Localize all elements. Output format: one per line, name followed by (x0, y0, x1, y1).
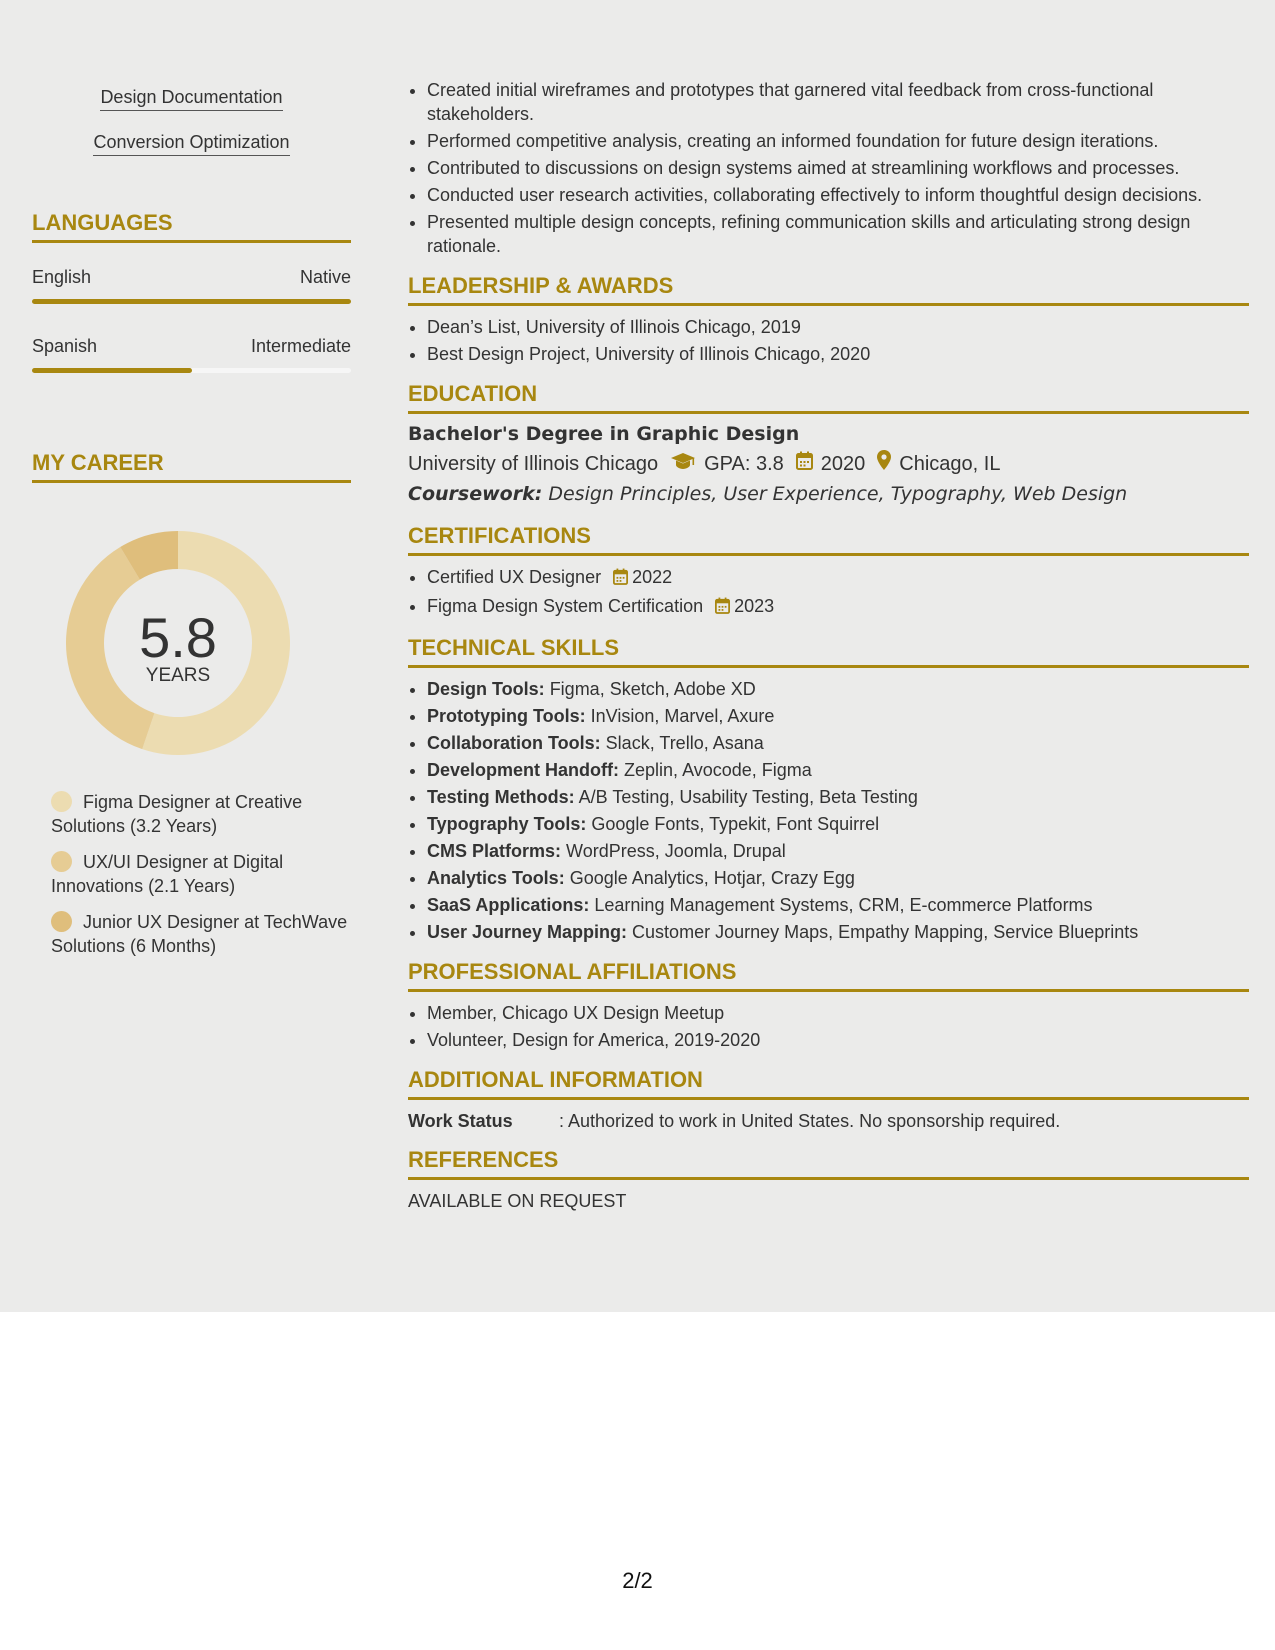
additional-info-heading: ADDITIONAL INFORMATION (408, 1067, 1249, 1100)
legend-dot (51, 791, 72, 812)
career-heading: MY CAREER (32, 450, 351, 483)
technical-skills-list (408, 677, 1249, 944)
calendar-icon (796, 449, 813, 479)
list-item: • Presented multiple design concepts, refining communication skills and articulating strong design rationale. (427, 210, 1249, 258)
list-item: • Testing Methods: A/B Testing, Usability Testing, Beta Testing (427, 785, 1249, 809)
experience-bullets (408, 78, 1249, 258)
list-item: • Created initial wireframes and prototypes that garnered vital feedback from cross-functional stakeholders. (427, 78, 1249, 126)
language-item (32, 336, 351, 373)
degree-title: Bachelor's Degree in Graphic Design (408, 423, 800, 445)
work-status-label: Work Status (408, 1111, 513, 1131)
page-number: 2/2 (622, 1568, 653, 1593)
list-item: • Figma Design System Certification 2023 (427, 594, 1249, 620)
proficiency-bar (32, 368, 351, 373)
language-name: Spanish (32, 336, 98, 356)
school-name: University of Illinois Chicago (408, 453, 659, 475)
technical-skills-heading: TECHNICAL SKILLS (408, 635, 1249, 668)
language-level: Native (299, 267, 351, 287)
graduation-cap-icon (670, 449, 696, 479)
skill-tag: Design Documentation (32, 87, 351, 111)
proficiency-fill (32, 299, 351, 304)
list-item: • Collaboration Tools: Slack, Trello, Asana (427, 731, 1249, 755)
list-item: • SaaS Applications: Learning Management Systems, CRM, E-commerce Platforms (427, 893, 1249, 917)
affiliations-heading: PROFESSIONAL AFFILIATIONS (408, 959, 1249, 992)
certifications-list (408, 565, 1249, 620)
calendar-icon (613, 567, 628, 591)
references-heading: REFERENCES (408, 1147, 1249, 1180)
leadership-list (408, 315, 1249, 366)
list-item: • Certified UX Designer 2022 (427, 565, 1249, 591)
legend-dot (51, 851, 72, 872)
languages-heading: LANGUAGES (32, 210, 351, 243)
list-item: • Dean’s List, University of Illinois Chicago, 2019 (427, 315, 1249, 339)
list-item: • Development Handoff: Zeplin, Avocode, Figma (427, 758, 1249, 782)
coursework: Coursework: Design Principles, User Experience, Typography, Web Design (408, 483, 1128, 505)
language-level: Intermediate (250, 336, 351, 356)
location: Chicago, IL (899, 453, 1001, 475)
list-item: • Volunteer, Design for America, 2019-2020 (427, 1028, 1249, 1052)
proficiency-fill (32, 368, 192, 373)
list-item: • Member, Chicago UX Design Meetup (427, 1001, 1249, 1025)
affiliations-list (408, 1001, 1249, 1052)
work-status-value: : Authorized to work in United States. No sponsorship required. (559, 1111, 1061, 1131)
list-item: • Performed competitive analysis, creating an informed foundation for future design iterations. (427, 129, 1249, 153)
career-total: 5.8 (139, 606, 217, 669)
legend-dot (51, 911, 72, 932)
proficiency-bar (32, 299, 351, 304)
work-status (408, 1109, 1249, 1133)
skill-tag: Conversion Optimization (32, 132, 351, 156)
location-pin-icon (877, 449, 891, 479)
list-item: • Best Design Project, University of Illinois Chicago, 2020 (427, 342, 1249, 366)
career-legend (51, 790, 351, 970)
calendar-icon (715, 596, 730, 620)
list-item: • Analytics Tools: Google Analytics, Hotjar, Crazy Egg (427, 866, 1249, 890)
gpa: GPA: 3.8 (704, 453, 784, 475)
list-item: • Prototyping Tools: InVision, Marvel, Axure (427, 704, 1249, 728)
list-item: • User Journey Mapping: Customer Journey Maps, Empathy Mapping, Service Blueprints (427, 920, 1249, 944)
list-item: • Contributed to discussions on design systems aimed at streamlining workflows and processes. (427, 156, 1249, 180)
list-item: • Conducted user research activities, collaborating effectively to inform thoughtful design decisions. (427, 183, 1249, 207)
list-item: • CMS Platforms: WordPress, Joomla, Drupal (427, 839, 1249, 863)
leadership-heading: LEADERSHIP & AWARDS (408, 273, 1249, 306)
career-unit: YEARS (145, 665, 211, 686)
language-name: English (32, 267, 92, 287)
certifications-heading: CERTIFICATIONS (408, 523, 1249, 556)
education-heading: EDUCATION (408, 381, 1249, 414)
list-item: • Typography Tools: Google Fonts, Typekit, Font Squirrel (427, 812, 1249, 836)
main-content (408, 78, 1249, 1213)
career-donut-chart (66, 531, 290, 755)
list-item: • Design Tools: Figma, Sketch, Adobe XD (427, 677, 1249, 701)
legend-item: UX/UI Designer at Digital Innovations (2.1 Years) (51, 852, 284, 896)
legend-item: Figma Designer at Creative Solutions (3.2 Years) (51, 792, 303, 836)
graduation-year: 2020 (820, 453, 866, 475)
references-text: AVAILABLE ON REQUEST (408, 1191, 627, 1211)
education-details (408, 449, 1249, 479)
language-item (32, 267, 351, 304)
legend-item: Junior UX Designer at TechWave Solutions (6 Months) (51, 912, 348, 956)
